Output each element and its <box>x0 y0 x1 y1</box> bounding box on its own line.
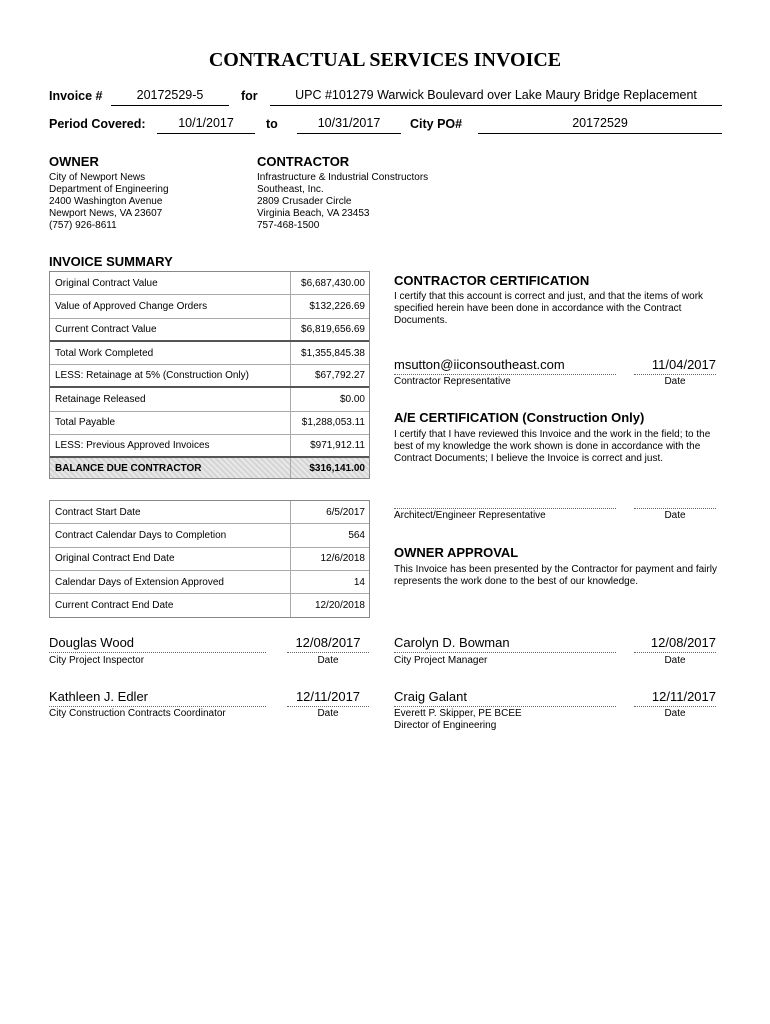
table-row: Total Work Completed $1,355,845.38 <box>50 342 369 365</box>
date-caption: Date <box>664 655 686 666</box>
owner-address: City of Newport News Department of Engineering 2400 Washington Avenue Newport News, VA 23607 (757) 926-8611 <box>49 172 169 231</box>
table-row: Calendar Days of Extension Approved 14 <box>50 571 369 594</box>
project-manager-caption: City Project Manager <box>394 655 488 666</box>
contractor-address: Infrastructure & Industrial Constructors Southeast, Inc. 2809 Crusader Circle Virginia Beach, VA 23453 757-468-1500 <box>257 172 429 231</box>
director-title: Director of Engineering <box>394 720 497 731</box>
project-name: UPC #101279 Warwick Boulevard over Lake Maury Bridge Replacement <box>270 88 722 106</box>
summary-heading: INVOICE SUMMARY <box>49 254 173 269</box>
ae-sig-caption: Architect/Engineer Representative <box>394 510 546 521</box>
period-start: 10/1/2017 <box>157 116 255 134</box>
contracts-coordinator-caption: City Construction Contracts Coordinator <box>49 708 226 719</box>
owner-approval-text: This Invoice has been presented by the Contractor for payment and fairly represents the work done to the best of our knowledge. <box>394 564 717 587</box>
table-row: Original Contract End Date 12/6/2018 <box>50 548 369 571</box>
invoice-label: Invoice # <box>49 89 103 103</box>
table-row: Value of Approved Change Orders $132,226.69 <box>50 295 369 318</box>
date-caption: Date <box>664 376 686 387</box>
table-row: Current Contract End Date 12/20/2018 <box>50 594 369 617</box>
date-caption: Date <box>317 655 339 666</box>
contractor-signature: msutton@iiconsoutheast.com <box>394 357 616 375</box>
table-row: LESS: Retainage at 5% (Construction Only) $67,792.27 <box>50 365 369 388</box>
table-row: Contract Start Date 6/5/2017 <box>50 501 369 524</box>
owner-approval-heading: OWNER APPROVAL <box>394 545 519 560</box>
director-caption: Everett P. Skipper, PE BCEE <box>394 708 522 719</box>
table-row: Original Contract Value $6,687,430.00 <box>50 272 369 295</box>
balance-due-row: BALANCE DUE CONTRACTOR $316,141.00 <box>50 458 369 478</box>
contractor-cert-date: 11/04/2017 <box>634 357 716 375</box>
inspector-signature: Douglas Wood <box>49 635 266 653</box>
table-row: LESS: Previous Approved Invoices $971,912.11 <box>50 435 369 458</box>
schedule-table <box>49 500 370 618</box>
invoice-summary-table <box>49 271 370 479</box>
director-signature: Craig Galant <box>394 689 616 707</box>
project-manager-date: 12/08/2017 <box>634 635 716 653</box>
po-label: City PO# <box>410 117 463 131</box>
date-caption: Date <box>664 510 686 521</box>
period-end: 10/31/2017 <box>297 116 401 134</box>
contractor-cert-text: I certify that this account is correct and just, and that the items of work specified herein have been done in accordance with the Contract Documents. <box>394 291 704 326</box>
contracts-coordinator-signature: Kathleen J. Edler <box>49 689 266 707</box>
contractor-sig-caption: Contractor Representative <box>394 376 511 387</box>
table-row: Contract Calendar Days to Completion 564 <box>50 524 369 547</box>
ae-date-line <box>634 494 716 509</box>
for-label: for <box>241 89 258 103</box>
date-caption: Date <box>664 708 686 719</box>
ae-cert-text: I certify that I have reviewed this Invoice and the work in the field; to the best of my knowledge the work shown is done in accordance with the Contract Documents; I believe the Invoice is correct and just. <box>394 429 711 464</box>
contractor-heading: CONTRACTOR <box>257 154 350 169</box>
to-label: to <box>266 117 278 131</box>
table-row: Current Contract Value $6,819,656.69 <box>50 319 369 342</box>
inspector-caption: City Project Inspector <box>49 655 145 666</box>
inspector-date: 12/08/2017 <box>287 635 369 653</box>
contractor-cert-heading: CONTRACTOR CERTIFICATION <box>394 273 590 288</box>
director-date: 12/11/2017 <box>634 689 716 707</box>
page-title: CONTRACTUAL SERVICES INVOICE <box>208 49 562 71</box>
po-number: 20172529 <box>478 116 722 134</box>
table-row: Retainage Released $0.00 <box>50 388 369 411</box>
contracts-coordinator-date: 12/11/2017 <box>287 689 369 707</box>
table-row: Total Payable $1,288,053.11 <box>50 412 369 435</box>
project-manager-signature: Carolyn D. Bowman <box>394 635 616 653</box>
invoice-number: 20172529-5 <box>111 88 229 106</box>
ae-cert-heading: A/E CERTIFICATION (Construction Only) <box>394 410 645 425</box>
period-label: Period Covered: <box>49 117 146 131</box>
owner-heading: OWNER <box>49 154 99 169</box>
date-caption: Date <box>317 708 339 719</box>
ae-signature-line <box>394 494 616 509</box>
